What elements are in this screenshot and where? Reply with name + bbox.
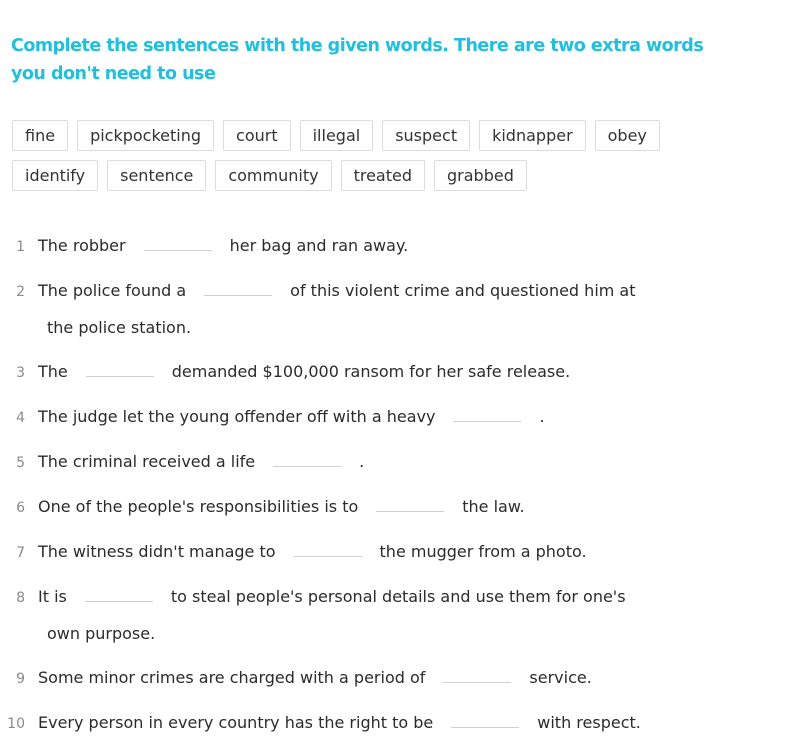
sentence-2 (0, 273, 700, 346)
sentence-text-before: The (38, 362, 68, 381)
instructions-heading: Complete the sentences with the given words. There are two extra words you don't need to use (11, 36, 704, 84)
answer-blank[interactable] (144, 232, 212, 251)
sentence-number: 2 (16, 284, 25, 300)
sentence-7 (0, 534, 700, 571)
word-chip[interactable]: illegal (300, 120, 374, 151)
sentence-text-after: of this violent crime and questioned him at (290, 281, 636, 300)
sentence-text-after: the law. (462, 497, 525, 516)
answer-blank[interactable] (376, 493, 444, 512)
sentence-continuation: own purpose. (47, 624, 156, 643)
sentence-text-before: The police found a (38, 281, 187, 300)
sentence-text-after: her bag and ran away. (229, 236, 409, 255)
sentence-text-before: One of the people's responsibilities is to (38, 497, 359, 516)
sentence-text-before: Some minor crimes are charged with a period of (38, 668, 426, 687)
answer-blank[interactable] (273, 448, 341, 467)
word-chip[interactable]: kidnapper (479, 120, 586, 151)
word-bank (12, 120, 712, 200)
sentence-text-after: with respect. (537, 713, 641, 732)
sentence-text-before: The robber (38, 236, 126, 255)
sentence-9 (0, 660, 700, 697)
sentence-number: 3 (16, 365, 25, 381)
sentence-text-before: Every person in every country has the right to be (38, 713, 434, 732)
sentence-text-after: demanded $100,000 ransom for her safe release. (171, 362, 571, 381)
answer-blank[interactable] (294, 538, 362, 557)
sentence-number: 4 (16, 410, 25, 426)
sentence-text-before: The criminal received a life (38, 452, 256, 471)
sentence-5 (0, 444, 700, 481)
sentence-number: 1 (16, 239, 25, 255)
sentence-number: 10 (7, 716, 25, 732)
answer-blank[interactable] (453, 403, 521, 422)
sentence-text-after: . (539, 407, 545, 426)
sentence-6 (0, 489, 700, 526)
word-chip[interactable]: sentence (107, 160, 206, 191)
word-chip[interactable]: community (215, 160, 331, 191)
sentence-number: 6 (16, 500, 25, 516)
word-chip[interactable]: suspect (382, 120, 470, 151)
sentence-text-before: It is (38, 587, 67, 606)
answer-blank[interactable] (86, 358, 154, 377)
sentence-text-after: service. (529, 668, 592, 687)
sentence-text-before: The witness didn't manage to (38, 542, 276, 561)
word-chip[interactable]: obey (595, 120, 660, 151)
answer-blank[interactable] (85, 583, 153, 602)
sentence-text-after: to steal people's personal details and use them for one's (170, 587, 626, 606)
word-chip[interactable]: court (223, 120, 291, 151)
sentence-text-after: the mugger from a photo. (379, 542, 587, 561)
sentence-number: 5 (16, 455, 25, 471)
sentence-number: 9 (16, 671, 25, 687)
sentence-number: 7 (16, 545, 25, 561)
answer-blank[interactable] (443, 664, 511, 683)
sentence-text-after: . (359, 452, 365, 471)
sentence-text-before: The judge let the young offender off with a heavy (38, 407, 436, 426)
word-chip[interactable]: grabbed (434, 160, 527, 191)
answer-blank[interactable] (451, 709, 519, 728)
sentence-10 (0, 705, 700, 742)
answer-blank[interactable] (204, 277, 272, 296)
sentence-1 (0, 228, 700, 265)
word-bank-row-2 (12, 160, 712, 191)
word-bank-row-1 (12, 120, 712, 151)
sentence-8 (0, 579, 700, 652)
word-chip[interactable]: identify (12, 160, 98, 191)
sentence-continuation: the police station. (47, 318, 192, 337)
word-chip[interactable]: treated (341, 160, 425, 191)
sentence-4 (0, 399, 700, 436)
sentence-number: 8 (16, 590, 25, 606)
word-chip[interactable]: pickpocketing (77, 120, 214, 151)
word-chip[interactable]: fine (12, 120, 68, 151)
sentence-3 (0, 354, 700, 391)
